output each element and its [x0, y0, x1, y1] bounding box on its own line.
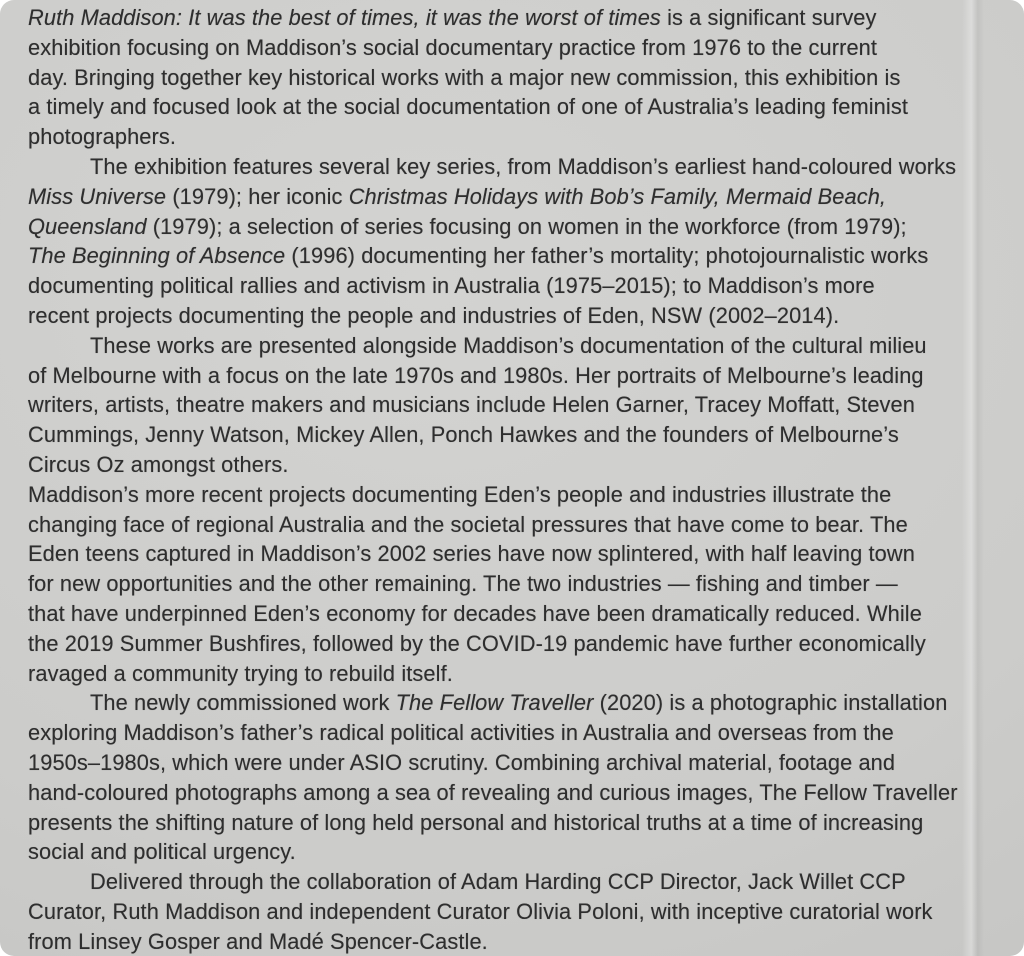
text-line — [28, 182, 1012, 212]
text-line — [28, 450, 1012, 480]
text-run: writers, artists, theatre makers and musicians include Helen Garner, Tracey Moffatt, Steven — [28, 392, 915, 418]
text-line — [28, 837, 1012, 867]
text-line — [28, 33, 1012, 63]
text-run: recent projects documenting the people and industries of Eden, NSW (2002–2014). — [28, 302, 840, 328]
text-run: (2020) is a photographic installation — [593, 690, 948, 716]
text-line — [28, 331, 1012, 361]
text-run: Eden teens captured in Maddison’s 2002 series have now splintered, with half leaving town — [28, 541, 915, 567]
text-run: changing face of regional Australia and the societal pressures that have come to bear. The — [28, 511, 908, 537]
text-line — [28, 599, 1012, 629]
text-run: The exhibition features several key series, from Maddison’s earliest hand-coloured works — [90, 153, 957, 179]
text-line — [28, 480, 1012, 510]
text-run: exhibition focusing on Maddison’s social documentary practice from 1976 to the current — [28, 34, 878, 60]
text-line — [28, 629, 1012, 659]
text-line — [28, 569, 1012, 599]
paragraph — [28, 152, 1012, 331]
text-run: the 2019 Summer Bushfires, followed by the COVID-19 pandemic have further economically — [28, 630, 926, 656]
text-run: The newly commissioned work — [90, 690, 396, 716]
text-line — [28, 152, 1012, 182]
paragraph — [28, 3, 1012, 152]
text-line — [28, 808, 1012, 838]
text-run: from Linsey Gosper and Madé Spencer-Castle. — [28, 928, 488, 954]
text-run: (1979); a selection of series focusing on women in the workforce (from 1979); — [146, 213, 907, 239]
text-line — [28, 420, 1012, 450]
text-line — [28, 271, 1012, 301]
text-line — [28, 241, 1012, 271]
paragraph — [28, 867, 1012, 956]
exhibition-text-body — [28, 3, 1012, 956]
text-run: a timely and focused look at the social documentation of one of Australia’s leading feminist — [28, 94, 908, 120]
text-run: social and political urgency. — [28, 839, 296, 865]
text-run: Maddison’s more recent projects documenting Eden’s people and industries illustrate the — [28, 481, 892, 507]
text-run: (1996) documenting her father’s mortality; photojournalistic works — [285, 243, 929, 269]
text-run: that have underpinned Eden’s economy for decades have been dramatically reduced. While — [28, 600, 922, 626]
text-line — [28, 301, 1012, 331]
text-line — [28, 510, 1012, 540]
text-line — [28, 539, 1012, 569]
text-line — [28, 390, 1012, 420]
text-line — [28, 748, 1012, 778]
text-line — [28, 867, 1012, 897]
text-run: Curator, Ruth Maddison and independent Curator Olivia Poloni, with inceptive curatorial work — [28, 898, 933, 924]
text-line — [28, 63, 1012, 93]
text-run: hand-coloured photographs among a sea of revealing and curious images, The Fellow Traveller — [28, 779, 958, 805]
text-line — [28, 927, 1012, 956]
text-line — [28, 122, 1012, 152]
italic-text-run: The Beginning of Absence — [28, 243, 286, 269]
text-line — [28, 897, 1012, 927]
text-run: ravaged a community trying to rebuild itself. — [28, 660, 453, 686]
text-run: of Melbourne with a focus on the late 1970s and 1980s. Her portraits of Melbourne’s leading — [28, 362, 924, 388]
text-line — [28, 212, 1012, 242]
text-run: (1979); her iconic — [166, 183, 349, 209]
italic-text-run: Miss Universe — [28, 183, 167, 209]
text-line — [28, 718, 1012, 748]
italic-text-run: The Fellow Traveller — [395, 690, 594, 716]
text-run: documenting political rallies and activism in Australia (1975–2015); to Maddison’s more — [28, 273, 875, 299]
italic-text-run: Ruth Maddison: It was the best of times, it was the worst of times — [28, 5, 661, 30]
paragraph — [28, 331, 1012, 480]
text-run: Cummings, Jenny Watson, Mickey Allen, Ponch Hawkes and the founders of Melbourne’s — [28, 422, 899, 448]
text-run: day. Bringing together key historical works with a major new commission, this exhibition is — [28, 64, 901, 90]
text-run: for new opportunities and the other remaining. The two industries — fishing and timber — — [28, 571, 898, 597]
text-run: Delivered through the collaboration of Adam Harding CCP Director, Jack Willet CCP — [90, 869, 906, 895]
text-run: 1950s–1980s, which were under ASIO scrutiny. Combining archival material, footage and — [28, 749, 896, 775]
text-line — [28, 659, 1012, 689]
text-line — [28, 688, 1012, 718]
paragraph — [28, 480, 1012, 689]
text-line — [28, 361, 1012, 391]
italic-text-run: Christmas Holidays with Bob’s Family, Mermaid Beach, — [348, 183, 887, 209]
text-run: exploring Maddison’s father’s radical political activities in Australia and overseas from the — [28, 720, 894, 746]
text-run: These works are presented alongside Maddison’s documentation of the cultural milieu — [90, 332, 927, 358]
italic-text-run: Queensland — [28, 213, 147, 239]
text-line — [28, 3, 1012, 33]
text-line — [28, 778, 1012, 808]
text-run: presents the shifting nature of long held personal and historical truths at a time of increasing — [28, 809, 924, 835]
paragraph — [28, 688, 1012, 867]
text-run: Circus Oz amongst others. — [28, 451, 289, 477]
text-line — [28, 92, 1012, 122]
text-run: is a significant survey — [660, 5, 877, 30]
text-run: photographers. — [28, 124, 177, 150]
